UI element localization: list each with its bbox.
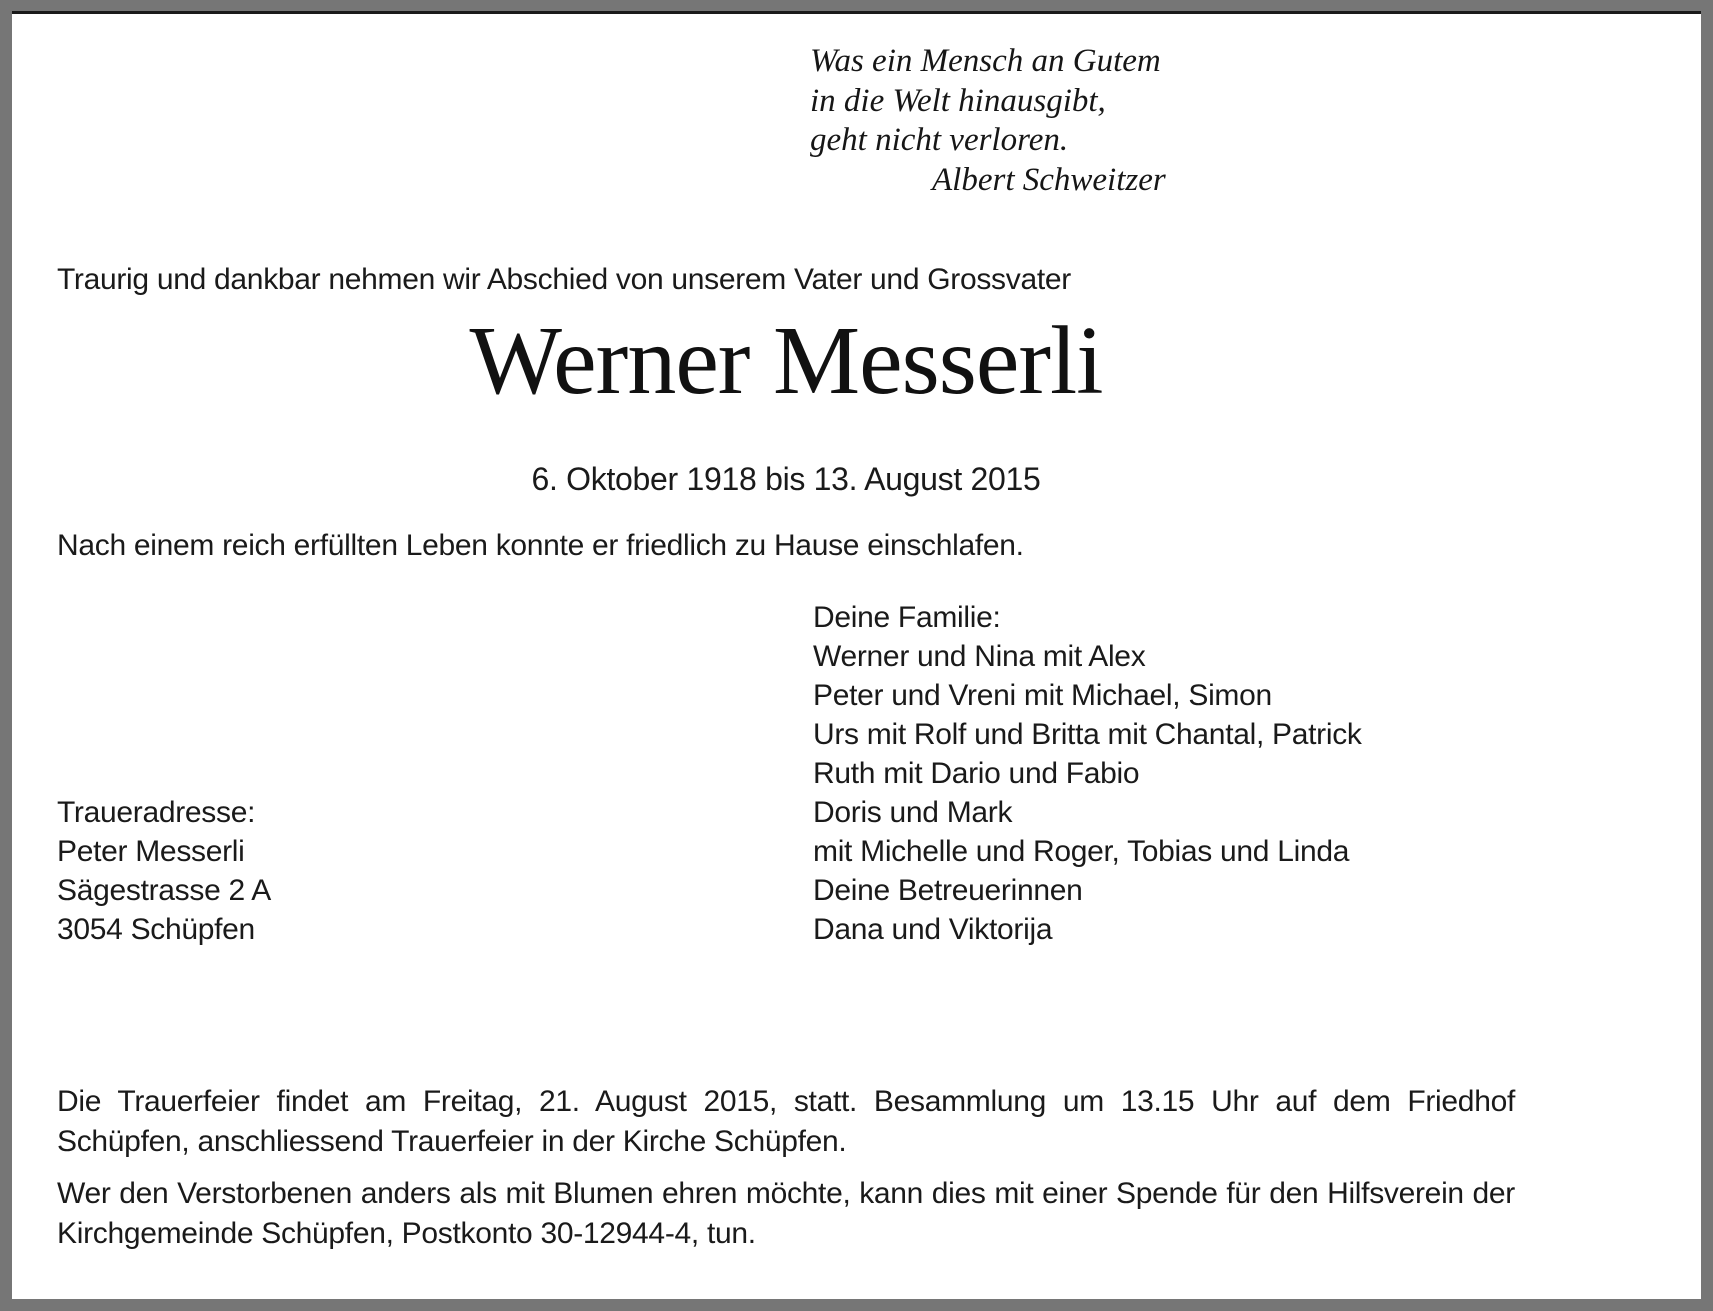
family-list-heading: Deine Familie: <box>813 601 1001 634</box>
family-list-item: mit Michelle und Roger, Tobias und Linda <box>813 835 1350 868</box>
quote-attribution: Albert Schweitzer <box>932 161 1166 198</box>
family-list-item: Werner und Nina mit Alex <box>813 640 1146 673</box>
quote-line: Was ein Mensch an Gutem <box>810 43 1161 79</box>
mourning-address-line: 3054 Schüpfen <box>57 913 255 946</box>
deceased-name: Werner Messerli <box>469 307 1103 415</box>
mourning-address <box>57 793 271 949</box>
donation-info-paragraph: Wer den Verstorbenen anders als mit Blumen ehren möchte, kann dies mit einer Spende für den Hilfsverein der Kirchgemeinde Schüpfen, Postkonto 30-12944-4, tun. <box>57 1177 1515 1250</box>
quote-line: geht nicht verloren. <box>810 122 1069 158</box>
family-list-item: Ruth mit Dario und Fabio <box>813 757 1140 790</box>
family-list-item: Doris und Mark <box>813 796 1013 829</box>
obituary-sheet <box>12 11 1701 1299</box>
intro-line: Traurig und dankbar nehmen wir Abschied von unserem Vater und Grossvater <box>57 263 1071 296</box>
funeral-info-paragraph: Die Trauerfeier findet am Freitag, 21. August 2015, statt. Besammlung um 13.15 Uhr auf dem Friedhof Schüpfen, anschliessend Trauerfeier in der Kirche Schüpfen. <box>57 1085 1515 1158</box>
life-dates: 6. Oktober 1918 bis 13. August 2015 <box>531 461 1041 497</box>
mourning-address-heading: Traueradresse: <box>57 796 256 829</box>
mourning-address-line: Peter Messerli <box>57 835 245 868</box>
family-list-item: Peter und Vreni mit Michael, Simon <box>813 679 1272 712</box>
family-list-item: Urs mit Rolf und Britta mit Chantal, Patrick <box>813 718 1362 751</box>
family-list <box>813 598 1362 949</box>
quote-line: in die Welt hinausgibt, <box>810 82 1106 119</box>
family-list-item: Deine Betreuerinnen <box>813 874 1083 907</box>
family-list-item: Dana und Viktorija <box>813 913 1053 946</box>
epigraph-quote <box>810 42 1166 200</box>
mourning-address-line: Sägestrasse 2 A <box>57 874 271 907</box>
lead-sentence: Nach einem reich erfüllten Leben konnte er friedlich zu Hause einschlafen. <box>57 529 1024 562</box>
